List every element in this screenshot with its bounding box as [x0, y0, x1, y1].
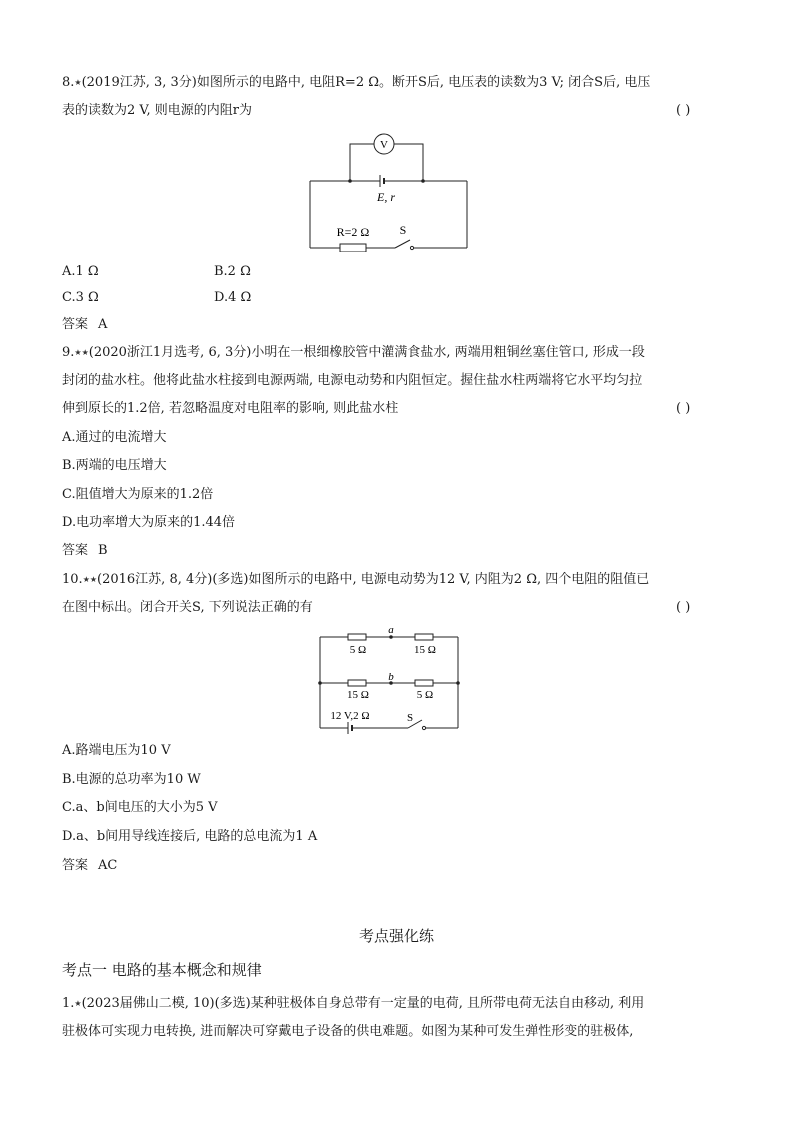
node-b-label: b [388, 671, 394, 683]
q9-line3: 伸到原长的1.2倍, 若忽略温度对电阻率的影响, 则此盐水柱 [62, 401, 399, 416]
resistor-2-label: 15 Ω [414, 644, 436, 656]
q8-line1: 8.★(2019江苏, 3, 3分)如图所示的电路中, 电阻R=2 Ω。断开S后, 电压表的读数为3 V; 闭合S后, 电压 [62, 75, 651, 90]
q9-option-b: B.两端的电压增大 [62, 458, 167, 473]
source-label: 12 V,2 Ω [330, 710, 370, 722]
difficulty-star-icon: ★ [74, 78, 82, 87]
q10-line1: 10.★★(2016江苏, 8, 4分)(多选)如图所示的电路中, 电源电动势为12 V, 内阻为2 Ω, 四个电阻的阻值已 [62, 572, 650, 587]
switch-label: S [406, 712, 414, 724]
q10-line2: 在图中标出。闭合开关S, 下列说法正确的有 [62, 600, 313, 615]
q9-line1: 9.★★(2020浙江1月选考, 6, 3分)小明在一根细橡胶管中灌满食盐水, 两端用粗铜丝塞住管口, 形成一段 [62, 345, 645, 360]
resistor-label: R=2 Ω [336, 225, 370, 239]
q10-answer-paren: ( ) [676, 600, 691, 615]
q9-option-c: C.阻值增大为原来的1.2倍 [62, 487, 214, 502]
q10-option-a: A.路端电压为10 V [62, 743, 171, 758]
q10-option-b: B.电源的总功率为10 W [62, 772, 201, 787]
q8-answer-paren: ( ) [676, 103, 691, 118]
q10-option-d: D.a、b间用导线连接后, 电路的总电流为1 A [62, 829, 318, 844]
q1-line1: 1.★(2023届佛山二模, 10)(多选)某种驻极体自身总带有一定量的电荷, 且所带电荷无法自由移动, 利用 [62, 996, 645, 1011]
q9-answer-paren: ( ) [676, 401, 691, 416]
resistor-1-label: 5 Ω [349, 644, 367, 656]
q8-answer: 答案 A [62, 317, 108, 332]
voltmeter-label: V [380, 139, 388, 151]
q10-option-c: C.a、b间电压的大小为5 V [62, 800, 218, 815]
q10-circuit-diagram [312, 624, 467, 736]
q1-line2: 驻极体可实现力电转换, 进而解决可穿戴电子设备的供电难题。如图为某种可发生弹性形变的驻极体, [62, 1024, 634, 1039]
q9-line2: 封闭的盐水柱。他将此盐水柱接到电源两端, 电源电动势和内阻恒定。握住盐水柱两端将它水平均匀拉 [62, 373, 643, 388]
switch-label: S [399, 223, 407, 237]
source-label: E, r [377, 190, 395, 204]
q10-answer: 答案 AC [62, 858, 118, 873]
node-a-label: a [388, 624, 394, 636]
q9-option-d: D.电功率增大为原来的1.44倍 [62, 515, 236, 530]
q8-option-c: C.3 Ω [62, 290, 99, 305]
q8-option-d: D.4 Ω [214, 290, 252, 305]
difficulty-star-icon: ★ [74, 999, 82, 1008]
topic-title: 考点一 电路的基本概念和规律 [62, 961, 262, 979]
section-title: 考点强化练 [358, 927, 434, 945]
q8-option-b: B.2 Ω [214, 264, 251, 279]
resistor-4-label: 5 Ω [416, 689, 434, 701]
resistor-3-label: 15 Ω [347, 689, 369, 701]
q9-option-a: A.通过的电流增大 [62, 430, 167, 445]
difficulty-star-icon: ★★ [82, 575, 98, 584]
q8-line2: 表的读数为2 V, 则电源的内阻r为 [62, 103, 252, 118]
q8-circuit-diagram [300, 128, 480, 252]
q9-answer: 答案 B [62, 543, 108, 558]
difficulty-star-icon: ★★ [74, 348, 89, 357]
q8-option-a: A.1 Ω [62, 264, 99, 279]
